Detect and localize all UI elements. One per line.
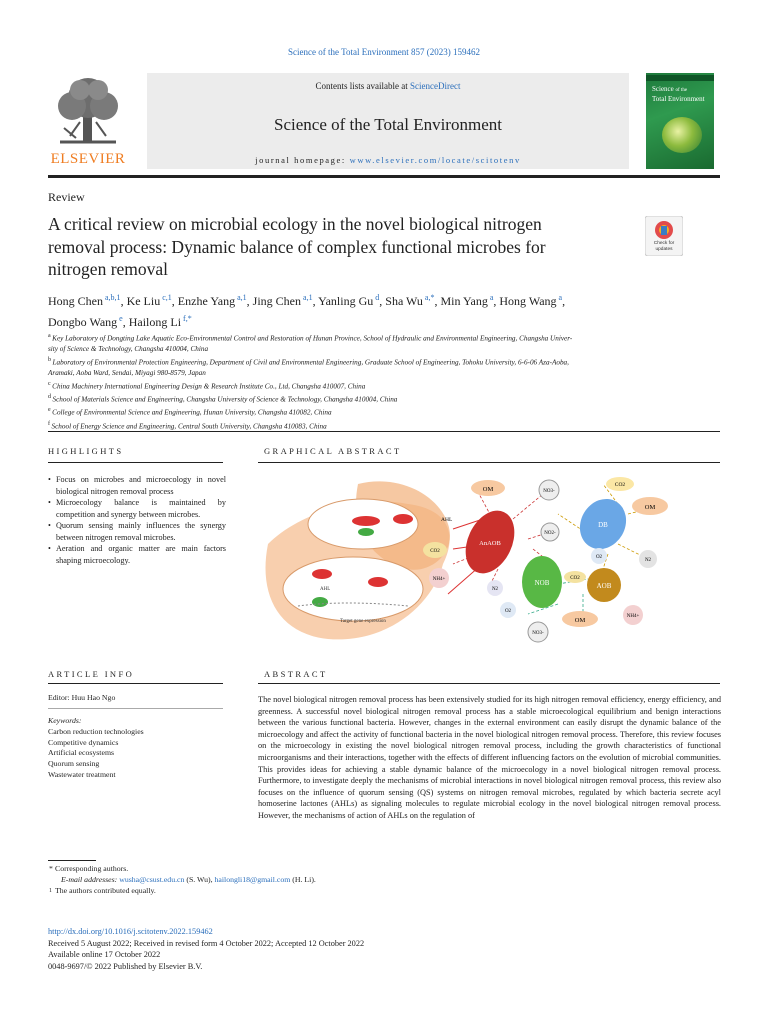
n2-label: N2 [644, 558, 652, 563]
n2-label: N2 [491, 587, 499, 592]
author-affiliation-marker[interactable]: c,1 [160, 293, 172, 302]
journal-citation[interactable]: Science of the Total Environment 857 (2023) 159462 [288, 47, 480, 57]
author-name[interactable]: Sha Wu [385, 294, 423, 308]
footnotes [49, 864, 316, 896]
no3-label: NO3- [543, 489, 555, 494]
highlights-heading: HIGHLIGHTS [48, 446, 124, 456]
keyword: Carbon reduction technologies [48, 726, 144, 736]
nob-label: NOB [534, 579, 550, 587]
author-affiliation-marker[interactable]: a,1 [235, 293, 247, 302]
publication-info [48, 926, 364, 972]
affiliation-key: e [48, 407, 53, 414]
affiliation-continuation: Aramaki, Aoba Ward, Sendai, Miyagi 980-8579, Japan [48, 369, 206, 378]
gene-marker [312, 597, 328, 607]
ahl-label: AHL [441, 517, 453, 523]
graphical-abstract-rule [258, 462, 720, 463]
crossmark-label: Check for updates [653, 241, 675, 252]
nh4-label: NH4+ [432, 577, 446, 582]
elsevier-tree-logo-icon [50, 76, 126, 148]
author-affiliation-marker[interactable]: a [487, 293, 494, 302]
author-name[interactable]: Hong Chen [48, 294, 103, 308]
affiliation-text: Key Laboratory of Dongting Lake Aquatic Eco-Environmental Control and Restoration of Hunan Province, School of Hydraulic and Environmental Engineering, Changsha Univer- [52, 334, 573, 343]
receptor-protein [352, 516, 380, 526]
contents-line [147, 81, 629, 91]
co2-label: CO2 [430, 549, 440, 554]
author-affiliation-marker[interactable]: a,* [422, 293, 435, 302]
editor: Editor: Huu Hao Ngo [48, 693, 116, 702]
email-label: E-mail addresses: [61, 874, 118, 884]
journal-title: Science of the Total Environment [274, 115, 502, 134]
email-name-1: (S. Wu), [186, 874, 213, 884]
author-affiliation-marker[interactable]: d [373, 293, 380, 302]
cover-band [646, 75, 714, 81]
abstract-text: The novel biological nitrogen removal process has been extensively studied for its high nitrogen removal efficiency, energy efficiency, and greenness. A successful novel biological nitrogen removal process has a stable microecological equilibrium and benign interactions between the various functional bacteria. However, changes in the external environment can easily disrupt the dynamic balance of the microecology and affect the activity of functional bacteria in the novel biological nitrogen removal process. Therefore, this review focuses on the microecology in existing the novel biological nitrogen removal process, including the growth characteristics of functional microorganisms and their interactions, together with the effects of different influencing factors on the evolution of microbial communities. This provides ideas for achieving a stable dynamic balance of the microecology in a novel biological nitrogen removal process. Furthermore, to investigate deeply the mechanisms of microbial interactions in novel biological nitrogen removal process, this review also focuses on the influence of quorum sensing (QS) systems on nitrogen removal microbes, regulated by which bacteria secrete acyl homoserine lactones (AHLs) as signaling molecules to regulate microbial ecology in the novel biological nitrogen removal process. However, the mechanisms of action of AHLs on the regulation of [258, 695, 721, 820]
journal-header [147, 73, 629, 169]
author-name[interactable]: Dongbo Wang [48, 315, 118, 329]
om-label: OM [574, 617, 586, 624]
anaob-label: AnAOB [479, 540, 501, 547]
email-link-1[interactable]: wusha@csust.edu.cn [119, 874, 185, 884]
graphical-abstract-heading: GRAPHICAL ABSTRACT [264, 446, 402, 456]
author-separator: , [312, 294, 319, 308]
email-link-2[interactable]: hailongli18@gmail.com [214, 874, 291, 884]
homepage-prefix: journal homepage: [255, 155, 350, 165]
author-list [48, 289, 718, 331]
doi-link[interactable]: http://dx.doi.org/10.1016/j.scitotenv.2022.159462 [48, 927, 213, 936]
footnote-corresponding: * Corresponding authors. [49, 864, 129, 873]
section-separator [48, 431, 720, 432]
nh4-label: NH4+ [626, 614, 640, 619]
article-title: A critical review on microbial ecology in the novel biological nitrogen removal process: Dynamic balance of complex functional microbes for nitrogen removal [48, 214, 546, 279]
affiliation-text: China Machinery International Engineering Design & Research Institute Co., Ltd, Changsha 410007, China [52, 382, 366, 391]
receptor-protein [393, 514, 413, 524]
cover-title-line3: Total Environment [652, 95, 705, 103]
om-label: OM [482, 486, 494, 493]
receptor-protein [312, 569, 332, 579]
check-for-updates-button[interactable] [645, 216, 683, 256]
cover-title [652, 85, 705, 103]
journal-homepage [147, 155, 629, 165]
co2-label: CO2 [570, 576, 580, 581]
author-separator: , [246, 294, 253, 308]
footnote-emails [55, 875, 316, 886]
affiliation-text: School of Materials Science and Engineering, Changsha University of Science & Technology, Changsha 410004, China [52, 395, 398, 404]
o2-label: O2 [595, 555, 603, 560]
article-info-heading: ARTICLE INFO [48, 669, 135, 679]
article-type: Review [48, 190, 85, 204]
affiliation [48, 419, 728, 432]
o2-label: O2 [504, 609, 512, 614]
author-separator: , [379, 294, 386, 308]
header-rule [48, 175, 720, 178]
editor-rule [48, 708, 223, 709]
co2-label: CO2 [614, 482, 626, 488]
author-name[interactable]: Hong Wang [499, 294, 557, 308]
affiliation-key: c [48, 380, 53, 387]
cell-membrane [283, 557, 423, 621]
author-name[interactable]: Enzhe Yang [177, 294, 236, 308]
author-separator: , [493, 294, 500, 308]
no3-label: NO3- [532, 631, 544, 636]
db-label: DB [598, 521, 608, 529]
highlights-rule [48, 462, 223, 463]
author-separator: , [171, 294, 178, 308]
journal-cover[interactable] [646, 73, 714, 169]
publisher-name: ELSEVIER [50, 151, 126, 167]
author-affiliation-marker[interactable]: e [117, 314, 123, 323]
author-name[interactable]: Ke Liu [126, 294, 161, 308]
keywords [48, 716, 144, 781]
highlight-item: • Aeration and organic matter are main factors shaping microecology. [48, 543, 226, 566]
keyword: Competitive dynamics [48, 737, 119, 747]
author-affiliation-marker[interactable]: a [556, 293, 563, 302]
affiliation-text: School of Energy Science and Engineering, Central South University, Changsha 410083, China [51, 421, 327, 430]
author-name[interactable]: Yanling Gu [318, 294, 374, 308]
keyword: Wastewater treatment [48, 769, 116, 779]
equal-contribution-text: The authors contributed equally. [55, 885, 156, 895]
author-name[interactable]: Jing Chen [252, 294, 302, 308]
ahl-cell-label: AHL [320, 587, 331, 592]
footnote-rule [48, 860, 96, 861]
affiliation-text: College of Environmental Science and Engineering, Hunan University, Changsha 410082, China [52, 408, 332, 417]
gene-marker [358, 528, 374, 536]
email-name-2: (H. Li). [292, 874, 316, 884]
affiliation [48, 379, 728, 392]
affiliation-continuation: sity of Science & Technology, Changsha 410004, China [48, 345, 209, 354]
highlight-item: • Focus on microbes and microecology in novel biological nitrogen removal process [48, 474, 226, 497]
receptor-protein [368, 577, 388, 587]
affiliations [48, 331, 728, 432]
homepage-link[interactable]: www.elsevier.com/locate/scitotenv [349, 155, 521, 165]
target-gene-label: Target gene expression [340, 619, 386, 624]
abstract-rule [258, 683, 720, 684]
keywords-label: Keywords: [48, 716, 82, 725]
aob-label: AOB [596, 582, 612, 590]
highlights-list [48, 474, 226, 566]
copyright: 0048-9697/© 2022 Published by Elsevier B.V. [48, 961, 203, 971]
highlight-item: • Quorum sensing mainly influences the synergy between nitrogen removal microbes. [48, 520, 226, 543]
author-affiliation-marker[interactable]: a,b,1 [103, 293, 121, 302]
article-info-rule [48, 683, 223, 684]
sciencedirect-link[interactable]: ScienceDirect [410, 81, 461, 91]
affiliation-key: a [48, 333, 53, 339]
contents-prefix: Contents lists available at [315, 81, 410, 91]
affiliation [48, 355, 728, 368]
cover-title-line1: Science [652, 85, 674, 93]
keyword: Artificial ecosystems [48, 748, 115, 758]
cover-image [662, 117, 702, 153]
footnote-equal: 1 The authors contributed equally. [49, 885, 156, 895]
no2-label: NO2- [544, 531, 556, 536]
author-affiliation-marker[interactable]: a,1 [301, 293, 313, 302]
affiliation-key: b [48, 356, 53, 363]
cover-title-line2: of the [675, 88, 688, 93]
om-label: OM [644, 504, 656, 511]
author-separator: , [122, 315, 129, 329]
author-name[interactable]: Min Yang [440, 294, 488, 308]
affiliation [48, 331, 728, 344]
keyword: Quorum sensing [48, 759, 100, 769]
graphical-abstract-figure[interactable] [258, 474, 720, 654]
author-separator: , [120, 294, 127, 308]
available-online: Available online 17 October 2022 [48, 950, 161, 960]
author-affiliation-marker[interactable]: f,* [181, 314, 192, 323]
received-dates: Received 5 August 2022; Received in revised form 4 October 2022; Accepted 12 October 2022 [48, 938, 365, 948]
affiliation [48, 405, 728, 418]
highlight-item: • Microecology balance is maintained by competition and synergy between microbes. [48, 497, 226, 520]
corresponding-text: Corresponding authors. [55, 864, 129, 873]
affiliation [48, 392, 728, 405]
affiliation-text: Laboratory of Environmental Protection Engineering, Department of Civil and Environmental Engineering, Graduate School of Engineering, Tohoku University, 6-6-06 Aza-Aoba, [52, 358, 569, 367]
author-separator: , [562, 294, 566, 308]
author-separator: , [434, 294, 441, 308]
abstract-heading: ABSTRACT [264, 669, 328, 679]
affiliation-key: d [48, 394, 53, 401]
affiliation-key: f [48, 420, 52, 427]
author-name[interactable]: Hailong Li [128, 315, 182, 329]
